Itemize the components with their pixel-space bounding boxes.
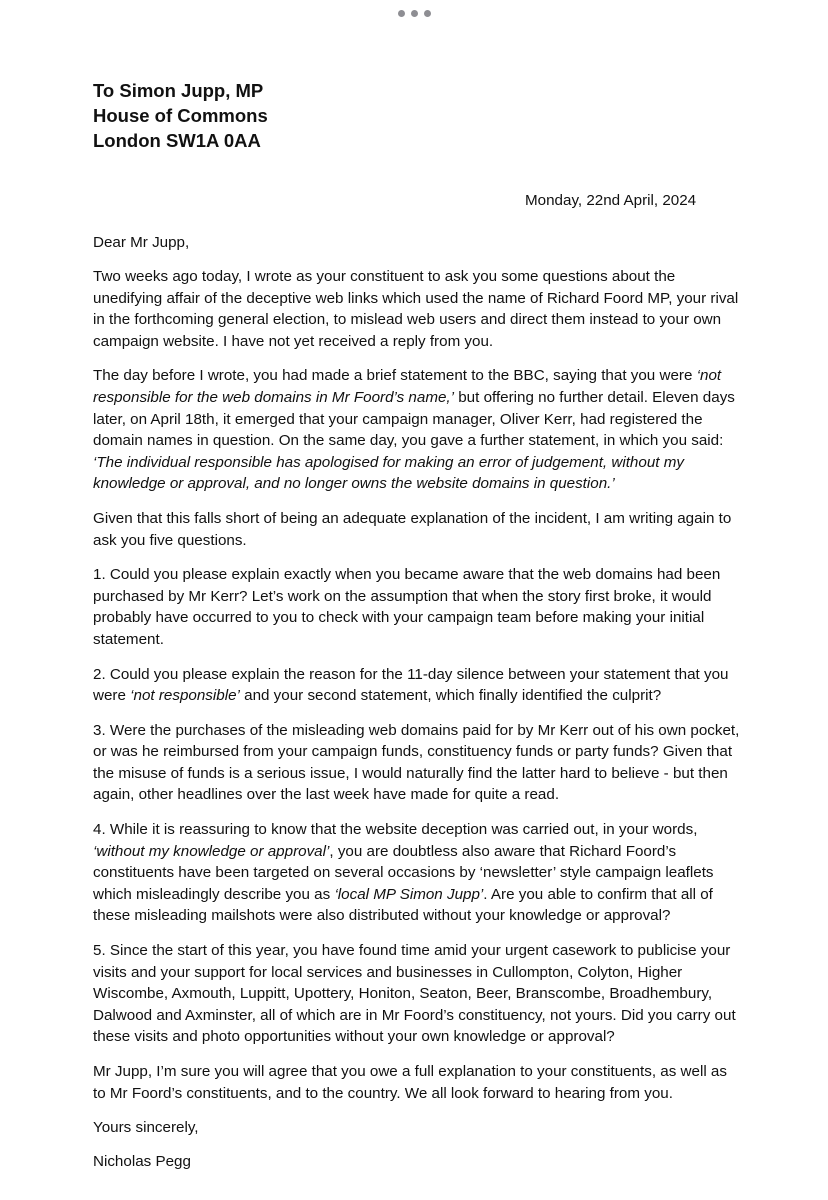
- recipient-address: [93, 78, 743, 153]
- body-paragraph: [93, 720, 743, 806]
- body-paragraph: [93, 664, 743, 707]
- dot: [411, 10, 418, 17]
- body-paragraph: [93, 819, 743, 927]
- letter-date: Monday, 22nd April, 2024: [525, 192, 697, 209]
- body-paragraph: [93, 940, 743, 1048]
- paragraph-text: and your second statement, which finally identified the culprit?: [239, 687, 662, 705]
- body-paragraph: [93, 365, 743, 495]
- quoted-text: ‘not responsible for the web domains in Mr Foord’s name,’: [93, 367, 722, 406]
- address-line: To Simon Jupp, MP: [93, 80, 264, 101]
- paragraph-text: The day before I wrote, you had made a brief statement to the BBC, saying that you were: [93, 367, 697, 385]
- paragraph-text: . Are you able to confirm that all of these misleading mailshots were also distributed without your knowledge or approval?: [93, 885, 713, 925]
- paragraph-text: 3. Were the purchases of the misleading web domains paid for by Mr Kerr out of his own pocket, or was he reimbursed from your campaign funds, constituency funds or party funds? Given that the misuse of funds is a serious issue, I would naturally find the latter hard to believe - but then again, other headlines over the last week have made for quite a read.: [93, 721, 740, 804]
- paragraph-text: Two weeks ago today, I wrote as your constituent to ask you some questions about the unedifying affair of the deceptive web links which used the name of Richard Foord MP, your rival in the forthcoming general election, to mislead web users and direct them instead to your own campaign website. I have not yet received a reply from you.: [93, 268, 739, 350]
- paragraph-text: 4. While it is reassuring to know that the website deception was carried out, in your words,: [93, 821, 698, 839]
- quoted-text: ‘local MP Simon Jupp’: [334, 885, 484, 903]
- address-line: London SW1A 0AA: [93, 130, 261, 151]
- body-paragraph: [93, 1061, 743, 1104]
- dot: [424, 10, 431, 17]
- closing: Yours sincerely,: [93, 1119, 199, 1137]
- quoted-text: ‘without my knowledge or approval’: [93, 842, 330, 860]
- paragraph-text: 1. Could you please explain exactly when you became aware that the web domains had been purchased by Mr Kerr? Let’s work on the assumption that when the story first broke, it would probably have occurred to you to check with your campaign team before making your initial statement.: [93, 566, 721, 648]
- quoted-text: ‘The individual responsible has apologised for making an error of judgement, without my knowledge or approval, and no longer owns the website domains in question.’: [93, 453, 684, 493]
- salutation: Dear Mr Jupp,: [93, 234, 190, 251]
- quoted-text: ‘not responsible’: [130, 687, 240, 705]
- paragraph-text: but offering no further detail. Eleven days later, on April 18th, it emerged that your campaign manager, Oliver Kerr, had registered the domain names in question. On the same day, you gave a further statement, in which you said:: [93, 388, 735, 450]
- body-paragraph: [93, 564, 743, 650]
- paragraph-text: Mr Jupp, I’m sure you will agree that you owe a full explanation to your constituents, as well as to Mr Foord’s constituents, and to the country. We all look forward to hearing from you.: [93, 1063, 727, 1102]
- body-paragraph: [93, 266, 743, 352]
- paragraph-text: 2. Could you please explain the reason for the 11-day silence between your statement that you were: [93, 665, 729, 705]
- letter: [93, 78, 743, 1172]
- dot: [398, 10, 405, 17]
- signature: Nicholas Pegg: [93, 1153, 191, 1171]
- more-options-icon[interactable]: [0, 10, 828, 17]
- letter-body: [93, 266, 743, 1104]
- address-line: House of Commons: [93, 105, 268, 126]
- paragraph-text: , you are doubtless also aware that Richard Foord’s constituents have been targeted on several occasions by ‘newsletter’ style campaign leaflets which misleadingly describe you as: [93, 842, 714, 903]
- paragraph-text: Given that this falls short of being an adequate explanation of the incident, I am writing again to ask you five questions.: [93, 509, 732, 549]
- paragraph-text: 5. Since the start of this year, you have found time amid your urgent casework to publicise your visits and your support for local services and businesses in Cullompton, Colyton, Higher Wiscombe, Axmouth, Luppitt, Upottery, Honiton, Seaton, Beer, Branscombe, Broadhembury, Dalwood and Axminster, all of which are in Mr Foord’s constituency, not yours. Did you carry out these visits and photo opportunities without your own knowledge or approval?: [93, 942, 736, 1046]
- body-paragraph: [93, 508, 743, 551]
